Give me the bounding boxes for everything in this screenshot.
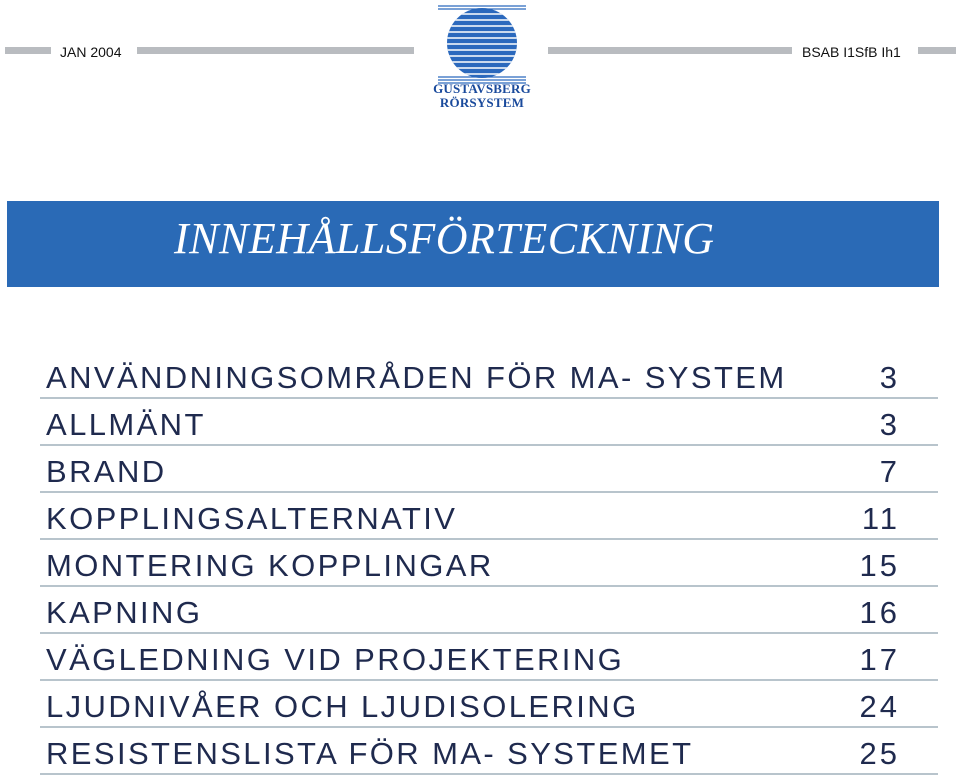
- toc-label: ANVÄNDNINGSOMRÅDEN FÖR MA- SYSTEM: [46, 360, 787, 395]
- header-code: BSAB I1SfB Ih1: [802, 44, 901, 60]
- toc-row: [40, 587, 938, 634]
- toc-page-number: 17: [859, 642, 900, 677]
- table-of-contents: [40, 352, 938, 775]
- logo-line-2: RÖRSYSTEM: [439, 95, 525, 110]
- toc-label: MONTERING KOPPLINGAR: [46, 548, 494, 583]
- toc-label: KAPNING: [46, 595, 203, 630]
- header-date: JAN 2004: [60, 44, 122, 60]
- toc-row: [40, 728, 938, 775]
- toc-row: [40, 352, 938, 399]
- toc-page-number: 24: [859, 689, 900, 724]
- header-rule-right-short: [918, 47, 956, 54]
- toc-label: LJUDNIVÅER OCH LJUDISOLERING: [46, 689, 639, 724]
- toc-label: KOPPLINGSALTERNATIV: [46, 501, 458, 536]
- globe-icon: [438, 4, 526, 86]
- header-rule-right-long: [548, 47, 792, 54]
- toc-label: ALLMÄNT: [46, 407, 206, 442]
- toc-label: BRAND: [46, 454, 167, 489]
- toc-row: [40, 540, 938, 587]
- header-rule-left-short: [5, 47, 51, 54]
- toc-label: RESISTENSLISTA FÖR MA- SYSTEMET: [46, 736, 694, 771]
- toc-page-number: 3: [879, 360, 900, 395]
- toc-row: [40, 681, 938, 728]
- toc-page-number: 16: [859, 595, 900, 630]
- header-rule-left-long: [137, 47, 414, 54]
- toc-label: VÄGLEDNING VID PROJEKTERING: [46, 642, 625, 677]
- logo-line-1: GUSTAVSBERG: [433, 81, 531, 96]
- toc-row: [40, 446, 938, 493]
- toc-row: [40, 399, 938, 446]
- toc-page-number: 25: [859, 736, 900, 771]
- toc-row: [40, 634, 938, 681]
- toc-page-number: 7: [879, 454, 900, 489]
- toc-page-number: 3: [879, 407, 900, 442]
- page-title: INNEHÅLLSFÖRTECKNING: [174, 214, 715, 263]
- gustavsberg-logo: [429, 4, 535, 112]
- toc-row: [40, 493, 938, 540]
- toc-page-number: 15: [859, 548, 900, 583]
- toc-page-number: 11: [861, 501, 900, 536]
